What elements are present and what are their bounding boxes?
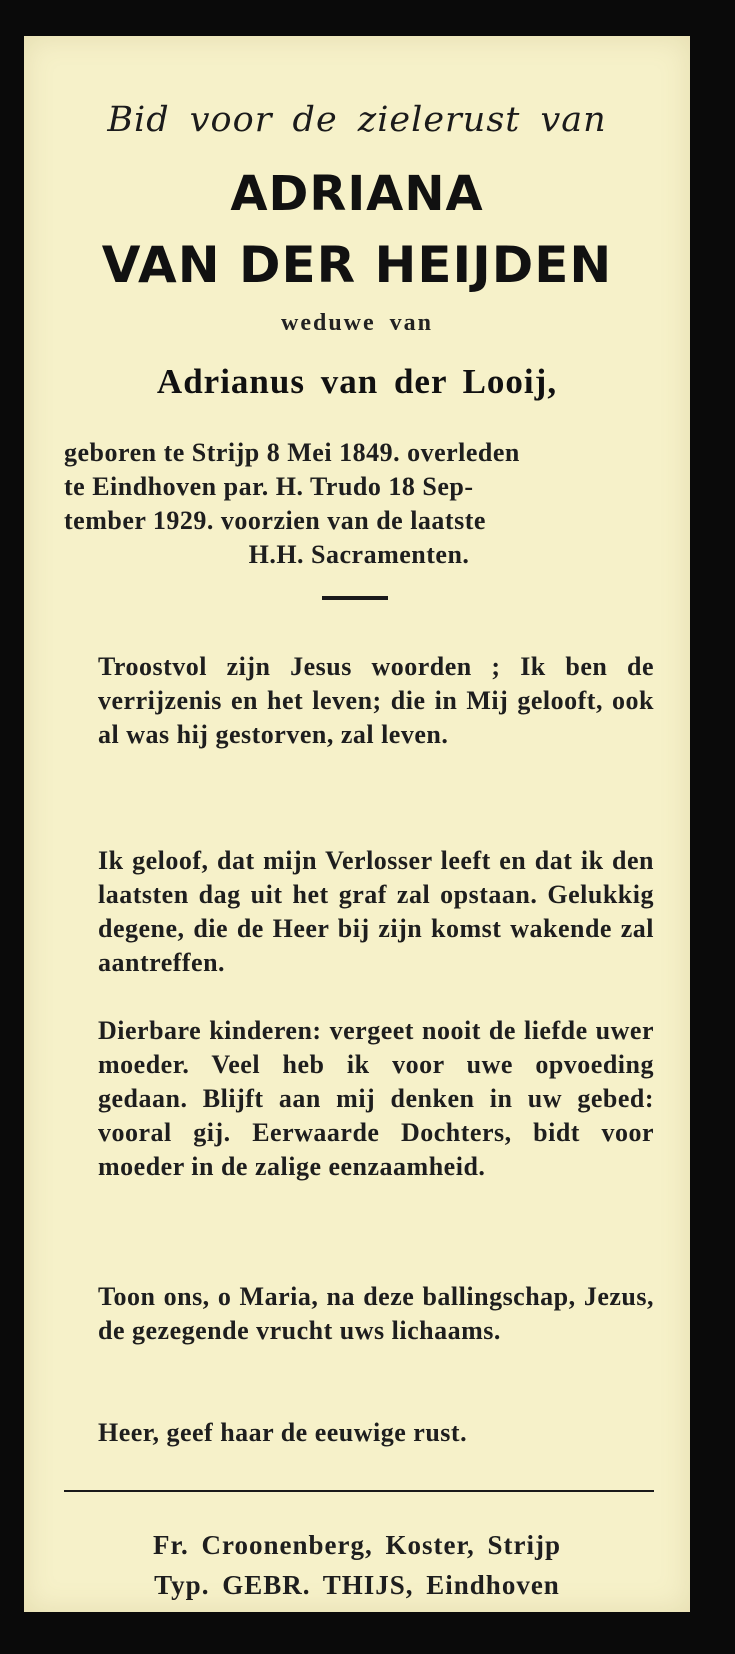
paragraph-jesus-words — [64, 650, 654, 790]
paragraph-text: Ik geloof, dat mijn Verlosser leeft en dat ik den laatsten dag uit het graf zal opstaan. Gelukkig degene, die de Heer bij zijn komst wakende zal aantreffen. — [98, 846, 654, 977]
paragraph-redeemer — [64, 844, 654, 977]
prayer-heading: Bid voor de zielerust van — [107, 100, 607, 140]
deceased-surname: VAN DER HEIJDEN — [101, 236, 613, 294]
printer-credit: Typ. GEBR. THIJS, Eindhoven — [154, 1570, 560, 1600]
widow-of-label: weduwe van — [280, 310, 433, 336]
paragraph-text: Troostvol zijn Jesus woorden ; Ik ben de verrijzenis en het leven; die in Mij gelooft, ook al was hij gestorven, zal leven. — [98, 652, 654, 749]
memorial-card — [24, 36, 690, 1612]
paragraph-text: Dierbare kinderen: vergeet nooit de liefde uwer moeder. Veel heb ik voor uwe opvoeding gedaan. Blijft aan mij denken in uw gebed: vooral gij. Eerwaarde Dochters, bidt voor moeder in de zalige eenzaamheid. — [98, 1016, 654, 1181]
paragraph-children — [64, 1014, 654, 1224]
deceased-first-name: ADRIANA — [230, 166, 484, 222]
birth-line-1: geboren te Strijp 8 Mei 1849. overleden — [64, 438, 520, 467]
sexton-credit: Fr. Croonenberg, Koster, Strijp — [153, 1530, 561, 1560]
paragraph-eternal-rest — [64, 1416, 654, 1456]
birth-death-details — [64, 436, 654, 576]
long-divider — [64, 1490, 654, 1492]
husband-name: Adrianus van der Looij, — [156, 362, 558, 401]
paragraph-text: Toon ons, o Maria, na deze ballingschap, Jezus, de gezegende vrucht uws lichaams. — [98, 1282, 654, 1345]
short-divider — [322, 596, 388, 600]
paragraph-text: Heer, geef haar de eeuwige rust. — [98, 1418, 468, 1447]
birth-line-2: te Eindhoven par. H. Trudo 18 Sep- — [64, 472, 474, 501]
birth-line-3: tember 1929. voorzien van de laatste — [64, 506, 486, 535]
birth-line-4: H.H. Sacramenten. — [248, 540, 470, 569]
paragraph-maria — [64, 1280, 654, 1390]
